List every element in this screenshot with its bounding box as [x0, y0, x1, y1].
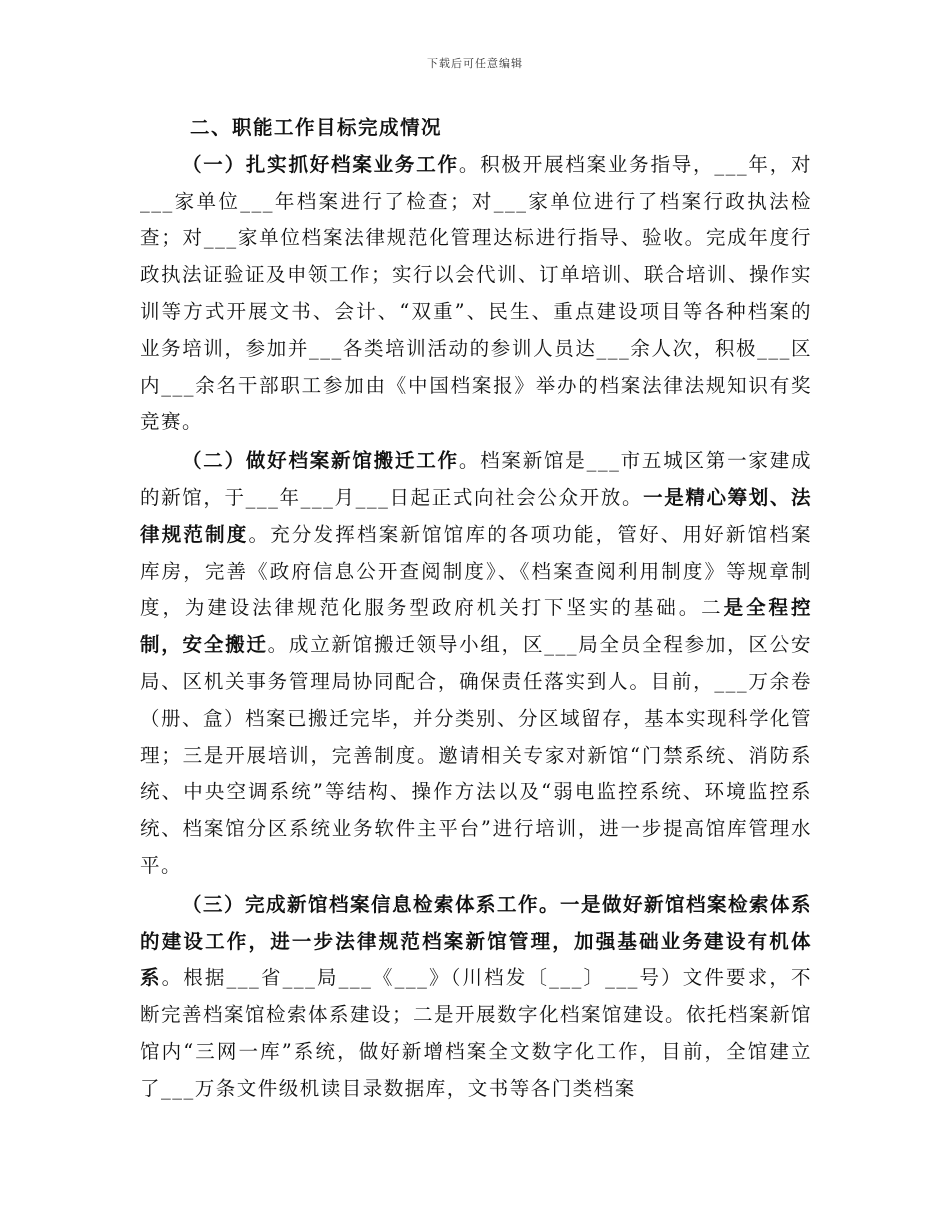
paragraph-2-text-b: 。充分发挥档案新馆馆库的各项功能，管好、用好新馆档案库房，完善《政府信息公开查阅制度》、《档案查阅利用制度》等规章制度，为建设法律规范化服务型政府机关打下坚实的基础。二: [140, 522, 812, 620]
section-heading: 二、职能工作目标完成情况: [190, 116, 443, 139]
paragraph-2: [140, 443, 812, 885]
paragraph-3-text: 。根据___省___局___《___》（川档发〔___〕___号）文件要求，不断完善档案馆检索体系建设；二是开展数字化档案馆建设。依托档案新馆馆内“三网一库”系统，做好新增档案全文数字化工作，目前，全馆建立了___万条文件级机读目录数据库，文书等各门类档案: [140, 966, 813, 1100]
paragraph-2-point-1: 一是精心筹划、法律规范制度: [140, 485, 812, 546]
paragraph-2-title: （二）做好档案新馆搬迁工作: [182, 449, 459, 473]
paragraph-3: [140, 887, 812, 1108]
paragraph-1-title: （一）扎实抓好档案业务工作: [182, 152, 459, 176]
document-body: [140, 110, 812, 1108]
paragraph-1-text: 。积极开展档案业务指导，___年，对___家单位___年档案进行了检查；对___家单位进行了档案行政执法检查；对___家单位档案法律规范化管理达标进行指导、验收。完成年度行政执法证验证及申领工作；实行以会代训、订单培训、联合培训、操作实训等方式开展文书、会计、“双重”、民生、重点建设项目等各种档案的业务培训，参加并___各类培训活动的参训人员达___余人次，积极___区内___余名干部职工参加由《中国档案报》举办的档案法律法规知识有奖竞赛。: [140, 152, 813, 434]
paragraph-2-point-2: 是全程控制，安全搬迁: [140, 596, 812, 657]
paragraph-1: [140, 147, 812, 441]
paragraph-2-text-a: 。档案新馆是___市五城区第一家建成的新馆，于___年___月___日起正式向社会公众开放。: [140, 449, 812, 509]
paragraph-3-title: （三）完成新馆档案信息检索体系工作。一是做好新馆档案检索体系的建设工作，进一步法律规范档案新馆管理，加强基础业务建设有机体系: [140, 892, 813, 990]
page-header: 下载后可任意编辑: [427, 57, 523, 70]
paragraph-2-text-c: 。成立新馆搬迁领导小组，区___局全员全程参加，区公安局、区机关事务管理局协同配合，确保责任落实到人。目前，___万余卷（册、盒）档案已搬迁完毕，并分类别、分区域留存，基本实现科学化管理；三是开展培训，完善制度。邀请相关专家对新馆“门禁系统、消防系统、中央空调系统”等结构、操作方法以及“弱电监控系统、环境监控系统、档案馆分区系统业务软件主平台”进行培训，进一步提高馆库管理水平。: [140, 633, 813, 877]
